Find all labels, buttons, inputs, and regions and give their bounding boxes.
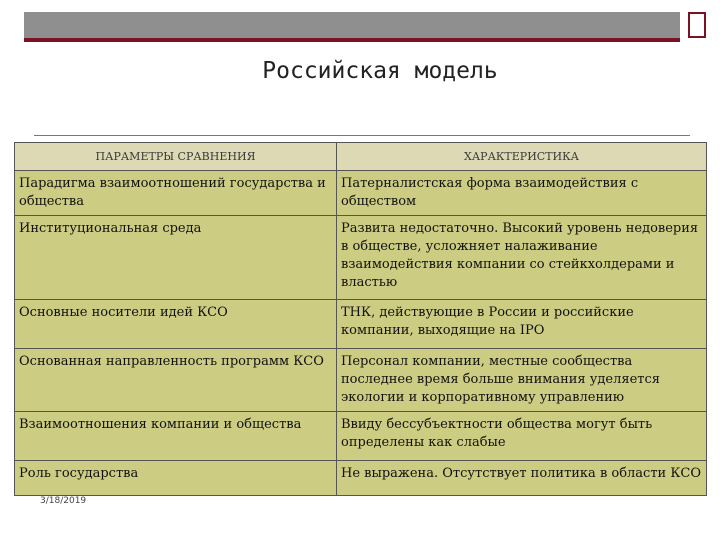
header-bar bbox=[24, 12, 680, 42]
title-divider bbox=[34, 135, 690, 136]
parameter-cell: Роль государства bbox=[15, 461, 337, 496]
characteristic-cell: ТНК, действующие в России и российские компании, выходящие на IPO bbox=[337, 300, 707, 349]
table-row bbox=[15, 216, 707, 300]
table-row bbox=[15, 349, 707, 412]
table-row bbox=[15, 171, 707, 216]
characteristic-cell: Патерналистская форма взаимодействия с обществом bbox=[337, 171, 707, 216]
header-box bbox=[688, 12, 706, 38]
slide-title: Российская модель bbox=[262, 58, 498, 84]
header-cell-parameters: ПАРАМЕТРЫ СРАВНЕНИЯ bbox=[15, 143, 337, 171]
characteristic-cell: Персонал компании, местные сообщества последнее время больше внимания уделяется экологии и корпоративному управлению bbox=[337, 349, 707, 412]
parameter-cell: Институциональная среда bbox=[15, 216, 337, 300]
characteristic-cell: Развита недостаточно. Высокий уровень недоверия в обществе, усложняет налаживание взаимодействия компании со стейкхолдерами и властью bbox=[337, 216, 707, 300]
header-cell-characteristic: ХАРАКТЕРИСТИКА bbox=[337, 143, 707, 171]
table-row bbox=[15, 461, 707, 496]
slide-date: 3/18/2019 bbox=[40, 496, 87, 506]
parameter-cell: Основанная направленность программ КСО bbox=[15, 349, 337, 412]
parameter-cell: Парадигма взаимоотношений государства и общества bbox=[15, 171, 337, 216]
comparison-table bbox=[14, 142, 707, 496]
parameter-cell: Основные носители идей КСО bbox=[15, 300, 337, 349]
characteristic-cell: Ввиду бессубъектности общества могут быть определены как слабые bbox=[337, 412, 707, 461]
header-row bbox=[15, 143, 707, 171]
table-row bbox=[15, 412, 707, 461]
parameter-cell: Взаимоотношения компании и общества bbox=[15, 412, 337, 461]
table-row bbox=[15, 300, 707, 349]
characteristic-cell: Не выражена. Отсутствует политика в области КСО bbox=[337, 461, 707, 496]
